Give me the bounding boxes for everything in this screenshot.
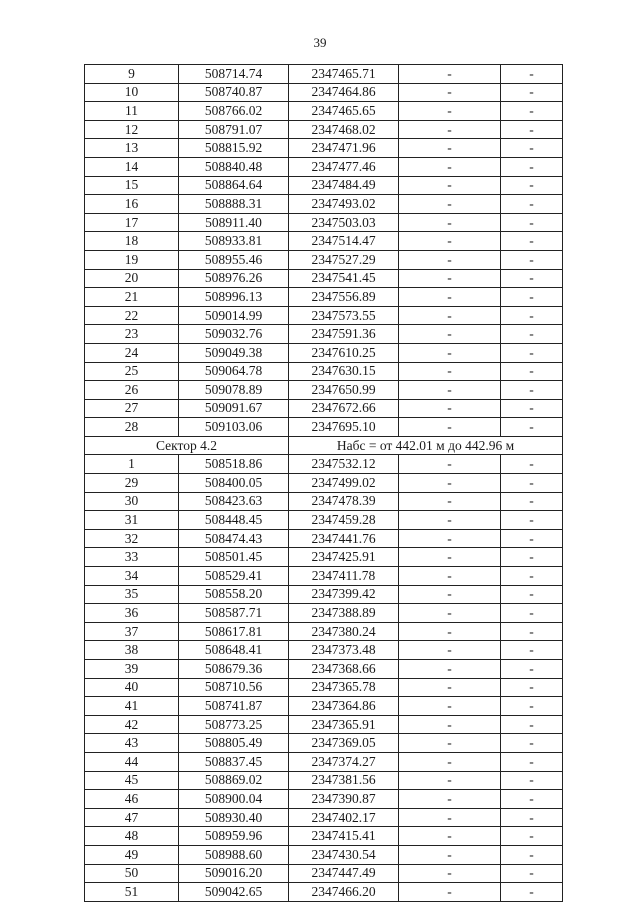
column-4-cell: - [399, 306, 501, 325]
y-coordinate-cell: 2347532.12 [289, 455, 399, 474]
column-5-cell: - [501, 325, 563, 344]
x-coordinate-cell: 509032.76 [179, 325, 289, 344]
column-5-cell: - [501, 567, 563, 586]
column-5-cell: - [501, 827, 563, 846]
column-4-cell: - [399, 734, 501, 753]
point-number-cell: 21 [85, 288, 179, 307]
x-coordinate-cell: 509091.67 [179, 399, 289, 418]
x-coordinate-cell: 508911.40 [179, 213, 289, 232]
y-coordinate-cell: 2347630.15 [289, 362, 399, 381]
y-coordinate-cell: 2347493.02 [289, 195, 399, 214]
column-5-cell: - [501, 660, 563, 679]
point-number-cell: 35 [85, 585, 179, 604]
x-coordinate-cell: 508815.92 [179, 139, 289, 158]
x-coordinate-cell: 508679.36 [179, 660, 289, 679]
table-row [85, 343, 563, 362]
table-row [85, 827, 563, 846]
point-number-cell: 37 [85, 622, 179, 641]
x-coordinate-cell: 508648.41 [179, 641, 289, 660]
y-coordinate-cell: 2347477.46 [289, 157, 399, 176]
y-coordinate-cell: 2347514.47 [289, 232, 399, 251]
y-coordinate-cell: 2347381.56 [289, 771, 399, 790]
y-coordinate-cell: 2347695.10 [289, 418, 399, 437]
column-5-cell: - [501, 83, 563, 102]
y-coordinate-cell: 2347610.25 [289, 343, 399, 362]
y-coordinate-cell: 2347468.02 [289, 120, 399, 139]
sector-elevation-range: Набс = от 442.01 м до 442.96 м [289, 436, 563, 455]
column-4-cell: - [399, 771, 501, 790]
column-4-cell: - [399, 808, 501, 827]
y-coordinate-cell: 2347430.54 [289, 845, 399, 864]
column-4-cell: - [399, 790, 501, 809]
column-5-cell: - [501, 418, 563, 437]
point-number-cell: 41 [85, 697, 179, 716]
table-row [85, 176, 563, 195]
y-coordinate-cell: 2347365.91 [289, 715, 399, 734]
column-4-cell: - [399, 474, 501, 493]
table-row [85, 83, 563, 102]
x-coordinate-cell: 509078.89 [179, 381, 289, 400]
point-number-cell: 46 [85, 790, 179, 809]
column-4-cell: - [399, 511, 501, 530]
column-5-cell: - [501, 65, 563, 84]
y-coordinate-cell: 2347364.86 [289, 697, 399, 716]
table-row [85, 697, 563, 716]
column-5-cell: - [501, 641, 563, 660]
table-row [85, 65, 563, 84]
point-number-cell: 28 [85, 418, 179, 437]
column-4-cell: - [399, 455, 501, 474]
point-number-cell: 33 [85, 548, 179, 567]
point-number-cell: 24 [85, 343, 179, 362]
table-row [85, 641, 563, 660]
column-4-cell: - [399, 715, 501, 734]
x-coordinate-cell: 508900.04 [179, 790, 289, 809]
point-number-cell: 42 [85, 715, 179, 734]
column-5-cell: - [501, 622, 563, 641]
column-5-cell: - [501, 195, 563, 214]
column-4-cell: - [399, 641, 501, 660]
y-coordinate-cell: 2347466.20 [289, 883, 399, 902]
point-number-cell: 47 [85, 808, 179, 827]
y-coordinate-cell: 2347484.49 [289, 176, 399, 195]
coordinates-table [84, 64, 563, 902]
table-row [85, 883, 563, 902]
x-coordinate-cell: 508558.20 [179, 585, 289, 604]
point-number-cell: 22 [85, 306, 179, 325]
column-5-cell: - [501, 232, 563, 251]
point-number-cell: 25 [85, 362, 179, 381]
point-number-cell: 18 [85, 232, 179, 251]
point-number-cell: 48 [85, 827, 179, 846]
column-4-cell: - [399, 678, 501, 697]
y-coordinate-cell: 2347441.76 [289, 529, 399, 548]
column-4-cell: - [399, 567, 501, 586]
x-coordinate-cell: 508791.07 [179, 120, 289, 139]
column-5-cell: - [501, 492, 563, 511]
y-coordinate-cell: 2347541.45 [289, 269, 399, 288]
y-coordinate-cell: 2347369.05 [289, 734, 399, 753]
x-coordinate-cell: 508501.45 [179, 548, 289, 567]
y-coordinate-cell: 2347388.89 [289, 604, 399, 623]
column-4-cell: - [399, 213, 501, 232]
y-coordinate-cell: 2347425.91 [289, 548, 399, 567]
x-coordinate-cell: 508837.45 [179, 752, 289, 771]
table-row [85, 660, 563, 679]
point-number-cell: 20 [85, 269, 179, 288]
point-number-cell: 34 [85, 567, 179, 586]
x-coordinate-cell: 509049.38 [179, 343, 289, 362]
point-number-cell: 19 [85, 250, 179, 269]
y-coordinate-cell: 2347527.29 [289, 250, 399, 269]
table-row [85, 288, 563, 307]
column-4-cell: - [399, 827, 501, 846]
y-coordinate-cell: 2347672.66 [289, 399, 399, 418]
table-row [85, 139, 563, 158]
table-row [85, 102, 563, 121]
column-5-cell: - [501, 715, 563, 734]
y-coordinate-cell: 2347399.42 [289, 585, 399, 604]
point-number-cell: 39 [85, 660, 179, 679]
x-coordinate-cell: 508773.25 [179, 715, 289, 734]
column-4-cell: - [399, 381, 501, 400]
column-5-cell: - [501, 362, 563, 381]
table-row [85, 306, 563, 325]
column-5-cell: - [501, 734, 563, 753]
y-coordinate-cell: 2347459.28 [289, 511, 399, 530]
point-number-cell: 32 [85, 529, 179, 548]
y-coordinate-cell: 2347402.17 [289, 808, 399, 827]
x-coordinate-cell: 508955.46 [179, 250, 289, 269]
table-row [85, 511, 563, 530]
column-5-cell: - [501, 343, 563, 362]
x-coordinate-cell: 508933.81 [179, 232, 289, 251]
column-4-cell: - [399, 65, 501, 84]
point-number-cell: 36 [85, 604, 179, 623]
point-number-cell: 38 [85, 641, 179, 660]
column-4-cell: - [399, 492, 501, 511]
table-row [85, 752, 563, 771]
column-5-cell: - [501, 269, 563, 288]
column-4-cell: - [399, 343, 501, 362]
column-5-cell: - [501, 790, 563, 809]
y-coordinate-cell: 2347368.66 [289, 660, 399, 679]
point-number-cell: 9 [85, 65, 179, 84]
table-row [85, 250, 563, 269]
table-row [85, 269, 563, 288]
column-5-cell: - [501, 678, 563, 697]
column-5-cell: - [501, 604, 563, 623]
column-4-cell: - [399, 362, 501, 381]
column-4-cell: - [399, 604, 501, 623]
column-4-cell: - [399, 529, 501, 548]
column-5-cell: - [501, 399, 563, 418]
table-row [85, 399, 563, 418]
y-coordinate-cell: 2347499.02 [289, 474, 399, 493]
column-5-cell: - [501, 139, 563, 158]
column-4-cell: - [399, 585, 501, 604]
point-number-cell: 44 [85, 752, 179, 771]
y-coordinate-cell: 2347465.71 [289, 65, 399, 84]
column-4-cell: - [399, 697, 501, 716]
column-4-cell: - [399, 752, 501, 771]
column-4-cell: - [399, 120, 501, 139]
column-5-cell: - [501, 697, 563, 716]
table-row [85, 455, 563, 474]
x-coordinate-cell: 508474.43 [179, 529, 289, 548]
column-5-cell: - [501, 511, 563, 530]
column-5-cell: - [501, 120, 563, 139]
x-coordinate-cell: 508587.71 [179, 604, 289, 623]
column-5-cell: - [501, 548, 563, 567]
point-number-cell: 17 [85, 213, 179, 232]
x-coordinate-cell: 509103.06 [179, 418, 289, 437]
x-coordinate-cell: 509064.78 [179, 362, 289, 381]
point-number-cell: 27 [85, 399, 179, 418]
point-number-cell: 30 [85, 492, 179, 511]
table-row [85, 418, 563, 437]
table-row [85, 808, 563, 827]
table-row [85, 567, 563, 586]
point-number-cell: 26 [85, 381, 179, 400]
column-4-cell: - [399, 548, 501, 567]
column-5-cell: - [501, 455, 563, 474]
y-coordinate-cell: 2347373.48 [289, 641, 399, 660]
x-coordinate-cell: 508976.26 [179, 269, 289, 288]
x-coordinate-cell: 508529.41 [179, 567, 289, 586]
column-4-cell: - [399, 250, 501, 269]
table-row [85, 232, 563, 251]
point-number-cell: 31 [85, 511, 179, 530]
x-coordinate-cell: 508766.02 [179, 102, 289, 121]
point-number-cell: 40 [85, 678, 179, 697]
column-5-cell: - [501, 752, 563, 771]
column-4-cell: - [399, 622, 501, 641]
table-body-top [85, 65, 563, 437]
column-5-cell: - [501, 176, 563, 195]
column-5-cell: - [501, 213, 563, 232]
y-coordinate-cell: 2347556.89 [289, 288, 399, 307]
y-coordinate-cell: 2347390.87 [289, 790, 399, 809]
table-row [85, 195, 563, 214]
column-4-cell: - [399, 288, 501, 307]
table-row [85, 734, 563, 753]
point-number-cell: 1 [85, 455, 179, 474]
sector-header [85, 436, 563, 455]
column-4-cell: - [399, 269, 501, 288]
column-5-cell: - [501, 474, 563, 493]
y-coordinate-cell: 2347365.78 [289, 678, 399, 697]
x-coordinate-cell: 508423.63 [179, 492, 289, 511]
column-5-cell: - [501, 288, 563, 307]
column-4-cell: - [399, 399, 501, 418]
y-coordinate-cell: 2347471.96 [289, 139, 399, 158]
x-coordinate-cell: 508864.64 [179, 176, 289, 195]
column-4-cell: - [399, 195, 501, 214]
column-5-cell: - [501, 771, 563, 790]
y-coordinate-cell: 2347447.49 [289, 864, 399, 883]
x-coordinate-cell: 508740.87 [179, 83, 289, 102]
table-row [85, 864, 563, 883]
x-coordinate-cell: 508518.86 [179, 455, 289, 474]
column-4-cell: - [399, 83, 501, 102]
x-coordinate-cell: 508996.13 [179, 288, 289, 307]
y-coordinate-cell: 2347591.36 [289, 325, 399, 344]
table-row [85, 492, 563, 511]
column-5-cell: - [501, 808, 563, 827]
x-coordinate-cell: 508448.45 [179, 511, 289, 530]
y-coordinate-cell: 2347465.65 [289, 102, 399, 121]
column-4-cell: - [399, 139, 501, 158]
x-coordinate-cell: 508869.02 [179, 771, 289, 790]
point-number-cell: 29 [85, 474, 179, 493]
table-row [85, 678, 563, 697]
x-coordinate-cell: 508888.31 [179, 195, 289, 214]
table-row [85, 213, 563, 232]
point-number-cell: 16 [85, 195, 179, 214]
point-number-cell: 11 [85, 102, 179, 121]
column-4-cell: - [399, 845, 501, 864]
table-row [85, 548, 563, 567]
table-row [85, 381, 563, 400]
column-4-cell: - [399, 864, 501, 883]
table-row [85, 474, 563, 493]
column-5-cell: - [501, 845, 563, 864]
column-4-cell: - [399, 883, 501, 902]
sector-row [85, 436, 563, 455]
x-coordinate-cell: 508840.48 [179, 157, 289, 176]
x-coordinate-cell: 509042.65 [179, 883, 289, 902]
x-coordinate-cell: 508959.96 [179, 827, 289, 846]
column-4-cell: - [399, 660, 501, 679]
x-coordinate-cell: 508805.49 [179, 734, 289, 753]
column-5-cell: - [501, 157, 563, 176]
point-number-cell: 12 [85, 120, 179, 139]
column-5-cell: - [501, 529, 563, 548]
table-row [85, 529, 563, 548]
y-coordinate-cell: 2347411.78 [289, 567, 399, 586]
page-number: 39 [313, 35, 327, 50]
table-row [85, 771, 563, 790]
point-number-cell: 23 [85, 325, 179, 344]
y-coordinate-cell: 2347573.55 [289, 306, 399, 325]
x-coordinate-cell: 508741.87 [179, 697, 289, 716]
column-4-cell: - [399, 157, 501, 176]
table-row [85, 585, 563, 604]
column-4-cell: - [399, 176, 501, 195]
point-number-cell: 10 [85, 83, 179, 102]
sector-label: Сектор 4.2 [85, 436, 289, 455]
y-coordinate-cell: 2347415.41 [289, 827, 399, 846]
column-4-cell: - [399, 232, 501, 251]
table-row [85, 120, 563, 139]
column-4-cell: - [399, 102, 501, 121]
column-4-cell: - [399, 418, 501, 437]
y-coordinate-cell: 2347380.24 [289, 622, 399, 641]
table-row [85, 362, 563, 381]
table-row [85, 715, 563, 734]
column-5-cell: - [501, 883, 563, 902]
x-coordinate-cell: 509016.20 [179, 864, 289, 883]
y-coordinate-cell: 2347503.03 [289, 213, 399, 232]
point-number-cell: 51 [85, 883, 179, 902]
table-body-bottom [85, 455, 563, 901]
y-coordinate-cell: 2347478.39 [289, 492, 399, 511]
table-row [85, 604, 563, 623]
point-number-cell: 45 [85, 771, 179, 790]
x-coordinate-cell: 509014.99 [179, 306, 289, 325]
x-coordinate-cell: 508710.56 [179, 678, 289, 697]
column-5-cell: - [501, 250, 563, 269]
x-coordinate-cell: 508930.40 [179, 808, 289, 827]
point-number-cell: 43 [85, 734, 179, 753]
table-row [85, 325, 563, 344]
x-coordinate-cell: 508617.81 [179, 622, 289, 641]
point-number-cell: 49 [85, 845, 179, 864]
x-coordinate-cell: 508400.05 [179, 474, 289, 493]
column-5-cell: - [501, 381, 563, 400]
column-5-cell: - [501, 864, 563, 883]
column-5-cell: - [501, 585, 563, 604]
table-row [85, 157, 563, 176]
y-coordinate-cell: 2347464.86 [289, 83, 399, 102]
column-4-cell: - [399, 325, 501, 344]
x-coordinate-cell: 508988.60 [179, 845, 289, 864]
point-number-cell: 15 [85, 176, 179, 195]
point-number-cell: 13 [85, 139, 179, 158]
column-5-cell: - [501, 102, 563, 121]
point-number-cell: 50 [85, 864, 179, 883]
table-row [85, 845, 563, 864]
y-coordinate-cell: 2347374.27 [289, 752, 399, 771]
table-row [85, 790, 563, 809]
column-5-cell: - [501, 306, 563, 325]
point-number-cell: 14 [85, 157, 179, 176]
table-row [85, 622, 563, 641]
x-coordinate-cell: 508714.74 [179, 65, 289, 84]
y-coordinate-cell: 2347650.99 [289, 381, 399, 400]
